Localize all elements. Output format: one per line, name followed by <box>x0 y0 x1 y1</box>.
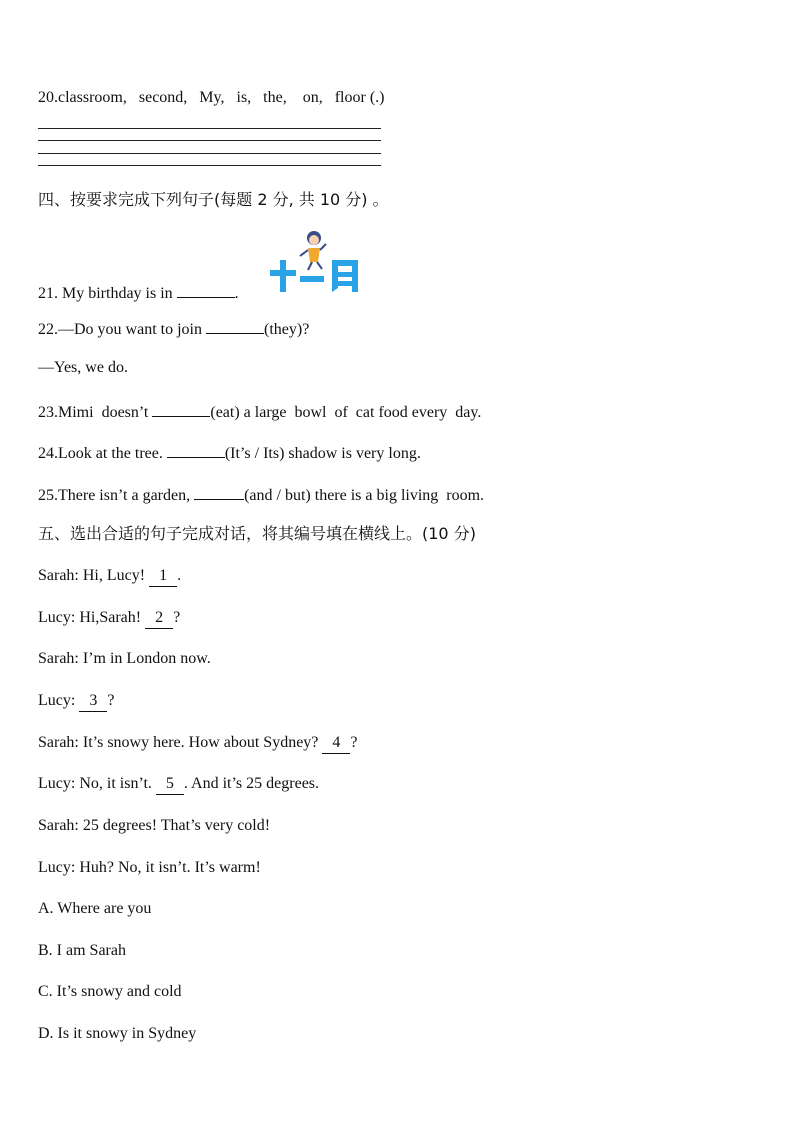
answer-line-3[interactable] <box>38 153 381 154</box>
dialogue-blank-5[interactable]: 5 <box>156 774 184 795</box>
dialogue-line: Lucy: Hi,Sarah! 2 ? <box>38 608 180 629</box>
question-21: 21. My birthday is in . <box>38 281 239 304</box>
dialogue-line: Lucy: Huh? No, it isn’t. It’s warm! <box>38 859 261 876</box>
question-24: 24.Look at the tree. (It’s / Its) shadow is very long. <box>38 441 421 464</box>
dialogue-line: Sarah: It’s snowy here. How about Sydney? 4 ? <box>38 733 358 754</box>
answer-line-2[interactable] <box>38 140 381 141</box>
blank-24[interactable] <box>167 441 225 458</box>
question-20: 20.classroom, second, My, is, the, on, floor (.) <box>38 89 385 106</box>
dialogue-line: Sarah: 25 degrees! That’s very cold! <box>38 817 271 834</box>
answer-line-4[interactable] <box>38 165 381 166</box>
question-23: 23.Mimi doesn’t (eat) a large bowl of cat food every day. <box>38 400 481 423</box>
november-picture <box>268 226 364 296</box>
section-5-heading: 五、选出合适的句子完成对话，将其编号填在横线上。(10 分) <box>38 524 476 543</box>
option-a: A. Where are you <box>38 900 152 917</box>
option-b: B. I am Sarah <box>38 942 126 959</box>
answer-line-1[interactable] <box>38 128 381 129</box>
dialogue-blank-4[interactable]: 4 <box>322 733 350 754</box>
option-c: C. It’s snowy and cold <box>38 983 182 1000</box>
dialogue-blank-2[interactable]: 2 <box>145 608 173 629</box>
question-22: 22.—Do you want to join (they)? <box>38 317 309 340</box>
dialogue-blank-3[interactable]: 3 <box>79 691 107 712</box>
section-4-heading: 四、按要求完成下列句子(每题 2 分, 共 10 分) 。 <box>38 190 389 209</box>
question-22-reply: —Yes, we do. <box>38 359 128 376</box>
question-25: 25.There isn’t a garden, (and / but) there is a big living room. <box>38 483 484 506</box>
dialogue-line: Lucy: No, it isn’t. 5 . And it’s 25 degrees. <box>38 774 319 795</box>
blank-21[interactable] <box>177 281 235 298</box>
blank-25[interactable] <box>194 483 244 500</box>
blank-23[interactable] <box>152 400 210 417</box>
option-d: D. Is it snowy in Sydney <box>38 1025 197 1042</box>
dialogue-line: Lucy: 3 ? <box>38 691 114 712</box>
dialogue-blank-1[interactable]: 1 <box>149 566 177 587</box>
dialogue-line: Sarah: I’m in London now. <box>38 650 211 667</box>
dialogue-line: Sarah: Hi, Lucy! 1 . <box>38 566 181 587</box>
blank-22[interactable] <box>206 317 264 334</box>
